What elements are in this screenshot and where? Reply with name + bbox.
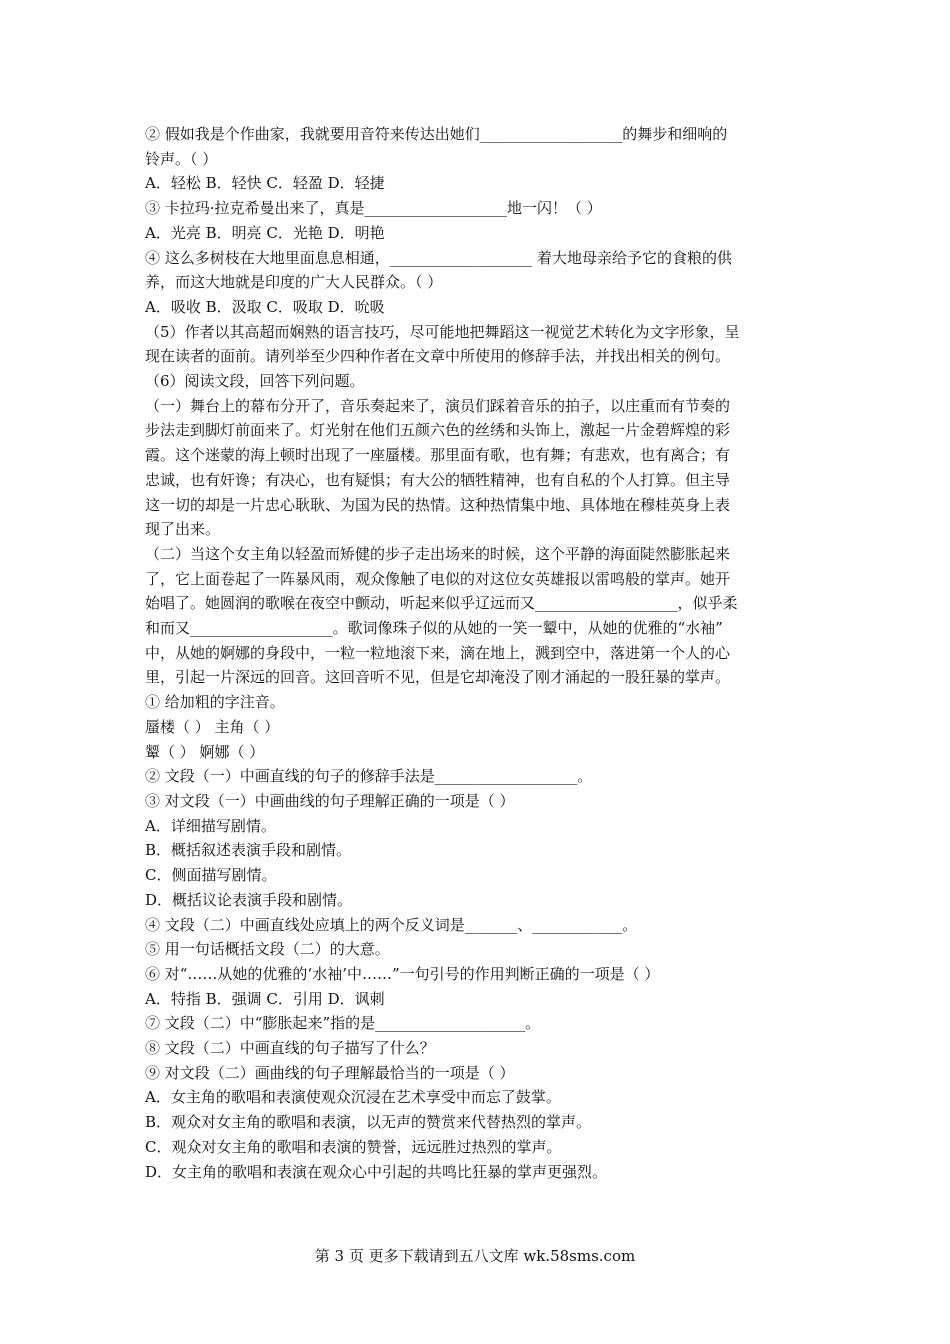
question-line: 现在读者的面前。请列举至少四种作者在文章中所使用的修辞手法，并找出相关的例句。	[145, 347, 731, 366]
option-line: A．女主角的歌唱和表演使观众沉浸在艺术享受中而忘了鼓掌。	[145, 1088, 561, 1107]
question-line: ⑤ 用一句话概括文段（二）的大意。	[145, 940, 390, 959]
question-line: ④ 文段（二）中画直线处应填上的两个反义词是_______、____________。	[145, 915, 638, 934]
option-line: C．观众对女主角的歌唱和表演的赞誉，远远胜过热烈的掌声。	[145, 1137, 562, 1156]
passage-line: （一）舞台上的幕布分开了，音乐奏起来了，演员们踩着音乐的拍子，以庄重而有节奏的	[145, 396, 731, 415]
question-line: ⑧ 文段（二）中画直线的句子描写了什么？	[145, 1039, 435, 1058]
passage-line: 忠诚，也有奸谗；有决心，也有疑惧；有大公的牺牲精神，也有自私的个人打算。但主导	[145, 470, 731, 489]
question-line: ① 给加粗的字注音。	[145, 693, 285, 712]
passage-line: 了，它上面卷起了一阵暴风雨，观众像触了电似的对这位女英雄报以雷鸣般的掌声。她开	[145, 569, 731, 588]
passage-line: 步法走到脚灯前面来了。灯光射在他们五颜六色的丝绣和头饰上，激起一片金碧辉煌的彩	[145, 421, 731, 440]
passage-line: 里，引起一片深远的回音。这回音听不见，但是它却淹没了刚才涌起的一股狂暴的掌声。	[145, 668, 731, 687]
passage-line: 现了出来。	[145, 520, 221, 539]
option-line: A．吸收 B．汲取 C．吸取 D．吮吸	[145, 297, 385, 316]
passage-line: （二）当这个女主角以轻盈而矫健的步子走出场来的时候，这个平静的海面陡然膨胀起来	[145, 544, 731, 563]
document-body	[145, 122, 815, 1184]
option-line: A．详细描写剧情。	[145, 816, 276, 835]
option-line: D．概括议论表演手段和剧情。	[145, 890, 353, 909]
passage-line: 始唱了。她圆润的歌喉在夜空中颤动，听起来似乎辽远而又___________________，似乎柔	[145, 594, 738, 613]
text-line: ② 假如我是个作曲家，我就要用音符来传达出她们___________________的舞步和细响的	[145, 125, 728, 143]
option-line: B．观众对女主角的歌唱和表演，以无声的赞赏来代替热烈的掌声。	[145, 1113, 592, 1132]
option-line: A．光亮 B．明亮 C．光艳 D．明艳	[145, 223, 385, 242]
page-footer: 第 3 页 更多下载请到五八文库 wk.58sms.com	[314, 1247, 636, 1265]
text-line: ③ 卡拉玛·拉克希曼出来了，真是___________________地一闪！（ ）	[145, 199, 602, 218]
text-line: 铃声。（ ）	[145, 149, 218, 168]
question-line: （5）作者以其高超而娴熟的语言技巧，尽可能地把舞蹈这一视觉艺术转化为文字形象，呈	[145, 322, 740, 341]
question-line: 颦（ ） 婀娜（ ）	[145, 742, 265, 761]
option-line: D．女主角的歌唱和表演在观众心中引起的共鸣比狂暴的掌声更强烈。	[145, 1162, 608, 1181]
question-line: ⑨ 对文段（二）画曲线的句子理解最恰当的一项是（ ）	[145, 1063, 515, 1082]
option-line: C．侧面描写剧情。	[145, 866, 277, 885]
question-line: ⑦ 文段（二）中“膨胀起来”指的是____________________。	[145, 1014, 541, 1033]
text-line: ④ 这么多树枝在大地里面息息相通，___________________ 着大地母亲给予它的食粮的供	[145, 248, 733, 267]
question-line: 蜃楼（ ） 主角（ ）	[145, 717, 280, 736]
passage-line: 霞。这个迷蒙的海上顿时出现了一座蜃楼。那里面有歌，也有舞；有悲欢，也有离合；有	[145, 446, 731, 465]
text-line: 养，而这大地就是印度的广大人民群众。（ ）	[145, 273, 443, 292]
passage-line: 中，从她的婀娜的身段中，一粒一粒地滚下来，滴在地上，溅到空中，落进第一个人的心	[145, 643, 731, 662]
option-line: A．轻松 B．轻快 C．轻盈 D．轻捷	[145, 174, 385, 193]
option-line: A．特指 B．强调 C．引用 D．讽刺	[145, 989, 385, 1008]
option-line: B．概括叙述表演手段和剧情。	[145, 841, 352, 860]
question-line: （6）阅读文段，回答下列问题。	[145, 372, 365, 391]
question-line: ② 文段（一）中画直线的句子的修辞手法是___________________。	[145, 767, 593, 786]
passage-line: 和而又___________________。歌词像珠子似的从她的一笑一颦中，从她的优雅的“水袖”	[145, 619, 723, 638]
question-line: ⑥ 对“……从她的优雅的‘水袖’中……”一句引号的作用判断正确的一项是（ ）	[145, 964, 660, 983]
question-line: ③ 对文段（一）中画曲线的句子理解正确的一项是（ ）	[145, 791, 515, 810]
passage-line: 这一切的却是一片忠心耿耿、为国为民的热情。这种热情集中地、具体地在穆桂英身上表	[145, 495, 731, 514]
